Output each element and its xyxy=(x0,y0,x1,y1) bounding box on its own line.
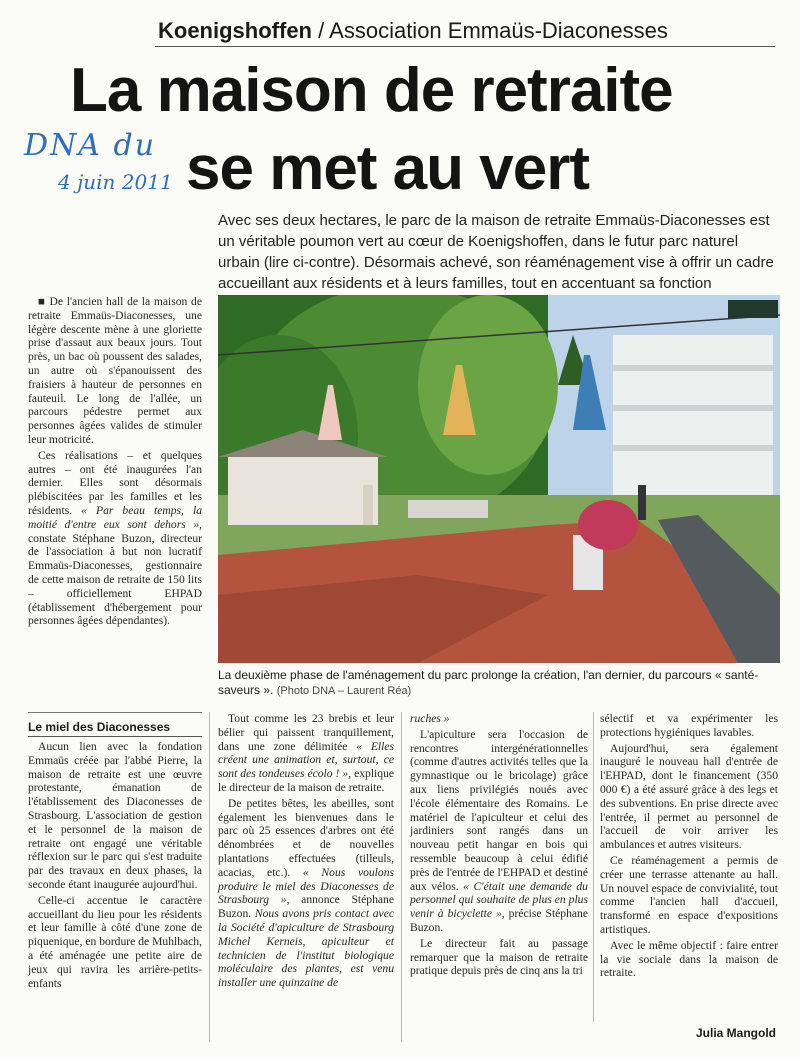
person xyxy=(638,485,646,520)
article-column-3 xyxy=(218,712,394,992)
paragraph: Avec le même objectif : faire entrer la vie sociale dans la maison de retraite. xyxy=(600,938,778,980)
quote: « Par beau temps, la moitié d'entre eux sont dehors » xyxy=(28,503,202,531)
kicker-separator: / xyxy=(318,18,325,43)
park-photo-illustration xyxy=(218,295,780,663)
quote: « Nous voulons produire le miel des Diaconesses de Strasbourg » xyxy=(218,865,395,907)
header-rule xyxy=(155,46,775,47)
column-separator xyxy=(28,712,202,713)
lead-paragraph: Avec ses deux hectares, le parc de la maison de retraite Emmaüs-Diaconesses est un véritable poumon vert au cœur de Koenigshoffen, dans le futur parc naturel urbain (lire ci-contre). Désormais achevé, son réaménagement vise à offrir un cadre accueillant aux résidents et à leurs familles, tout en accentuant sa fonction xyxy=(218,212,774,292)
kicker-place: Koenigshoffen xyxy=(158,18,312,43)
paragraph xyxy=(28,449,202,628)
kicker-org: Association Emmaüs-Diaconesses xyxy=(329,18,668,43)
text: , explique le directeur de la maison de retraite. xyxy=(218,767,395,794)
text: L'apiculture sera l'occasion de rencontres intergénérationnelles (comme d'autres activités telles que la gymnastique ou le bricolage) grâce aux liens privilégiés noués avec l'école élémentaire des Romains. Le matériel de l'apiculteur et celui des jardiniers sont rangés dans un nouveau petit hangar en bois qui ressemble beaucoup à celui édifié près de l'entrée de l'EHPAD et destiné aux vélos. xyxy=(410,727,588,893)
quote: « Elles créent une animation et, surtout, ce sont des tondeuses écolo ! » xyxy=(218,739,394,781)
subheading: Le miel des Diaconesses xyxy=(28,720,202,737)
column-divider xyxy=(209,712,210,1042)
paragraph: Aujourd'hui, sera également inauguré le nouveau hall d'entrée de l'EHPAD, dont le financement (350 000 €) a été assuré grâce à des legs et des subventions. En prise directe avec l'entrée, il permet au personnel de l'accueil de voir arriver les ambulances et autres visiteurs. xyxy=(600,741,778,852)
caption-text: La deuxième phase de l'aménagement du parc prolonge la création, l'an dernier, du parcours « santé-saveurs ». xyxy=(218,668,759,697)
headline-line-2: se met au vert xyxy=(186,134,589,203)
text: De petites bêtes, les abeilles, sont également les bienvenues dans le parc où 25 essences d'arbres ont été dénombrées et de nouvelles plantations effectuées (tilleuls, acacias, etc.). xyxy=(218,796,394,879)
quote: « C'était une demande du personnel qui souhaite de plus en plus venir à bicyclette » xyxy=(410,879,588,921)
paragraph: sélectif et va expérimenter les protections hygiéniques lavables. xyxy=(600,712,778,739)
tree-canopy-light xyxy=(418,295,558,475)
text: Tout comme les 23 brebis et leur bélier qui paissent tranquillement, dans une zone délimitée xyxy=(218,712,394,753)
article-column-4 xyxy=(410,712,588,980)
photo-credit: (Photo DNA – Laurent Réa) xyxy=(276,685,412,697)
paragraph: Ce réaménagement a permis de créer une terrasse attenante au hall. Un nouvel espace de convivialité, tout comme l'ancien hall d'accueil, transformé en espace d'expositions artistiques. xyxy=(600,853,778,936)
person xyxy=(363,485,373,525)
paragraph xyxy=(218,712,394,795)
article-column-2 xyxy=(28,740,202,992)
photo-caption xyxy=(218,668,780,699)
paragraph: ■ De l'ancien hall de la maison de retraite Emmaüs-Diaconesses, une légère descente mène à une gloriette prise d'assaut aux beaux jours. Tout près, un bac où poussent des salades, un autre où s'épanouissent des fraisiers à hauteur de personnes en fauteuil. Le long de l'allée, un parcours pédestre permet aux personnes âgées valides de stimuler leur motricité. xyxy=(28,295,202,446)
author-signature: Julia Mangold xyxy=(695,1026,776,1040)
headline-line-1: La maison de retraite xyxy=(70,56,673,125)
balcony xyxy=(613,365,773,371)
text: , constate Stéphane Buzon, directeur de l'association à but non lucratif Emmaüs-Diaconesses, gestionnaire de cette maison de retraite de 150 lits – officiellement EHPAD (établissement d'hébergement pour personnes âgées dépendantes). xyxy=(28,517,202,628)
article-column-1 xyxy=(28,295,202,630)
paragraph: Le directeur fait au passage remarquer que la maison de retraite pratique depuis près de cinq ans la tri xyxy=(410,936,588,978)
quote: Nous avons pris contact avec la Société d'apiculture de Strasbourg Michel Kerneis, apiculteur et technicien de l'institut biologique moléculaire des plantes, est venu installer une quinzaine de xyxy=(218,907,394,990)
text: , annonce Stéphane Buzon. xyxy=(218,893,394,921)
section-kicker xyxy=(158,18,668,44)
gazebo xyxy=(228,455,378,525)
building xyxy=(613,335,773,495)
paragraph xyxy=(410,712,588,726)
flowers xyxy=(578,500,638,550)
paragraph xyxy=(410,728,588,935)
paragraph: Celle-ci accentue le caractère accueillant du lieu pour les résidents et leur famille à côté d'une zone de piquenique, en bordure de Muhlbach, a été aménagée une petite aire de jeux qui ravira les arrière-petits-enfants xyxy=(28,893,202,990)
paragraph: Aucun lien avec la fondation Emmaüs créée par l'abbé Pierre, la maison de retraite est une œuvre protestante, émanation de l'établissement des Diaconesses de Strasbourg. L'association de gestion et le personnel de la maison de retraite ont engagé une véritable réflexion sur le parc qui s'est traduite par des travaux en deux phases, la seconde étant inaugurée aujourd'hui. xyxy=(28,740,202,891)
article-photo xyxy=(218,295,780,663)
column-divider xyxy=(401,712,402,1042)
text: , précise Stéphane Buzon. xyxy=(410,907,588,934)
balcony xyxy=(613,405,773,411)
article-column-5 xyxy=(600,712,778,982)
handwritten-date: 4 juin 2011 xyxy=(58,170,173,194)
column-divider xyxy=(593,712,594,1022)
planter xyxy=(408,500,488,518)
sign xyxy=(728,300,778,318)
handwritten-source: DNA du xyxy=(24,128,157,163)
balcony xyxy=(613,445,773,451)
paragraph xyxy=(218,797,394,990)
quote: ruches » xyxy=(410,712,450,725)
text: Ces réalisations – et quelques autres – ont été inaugurées l'an dernier. Elles sont désormais plébiscitées par les familles et les résidents. xyxy=(28,448,202,517)
